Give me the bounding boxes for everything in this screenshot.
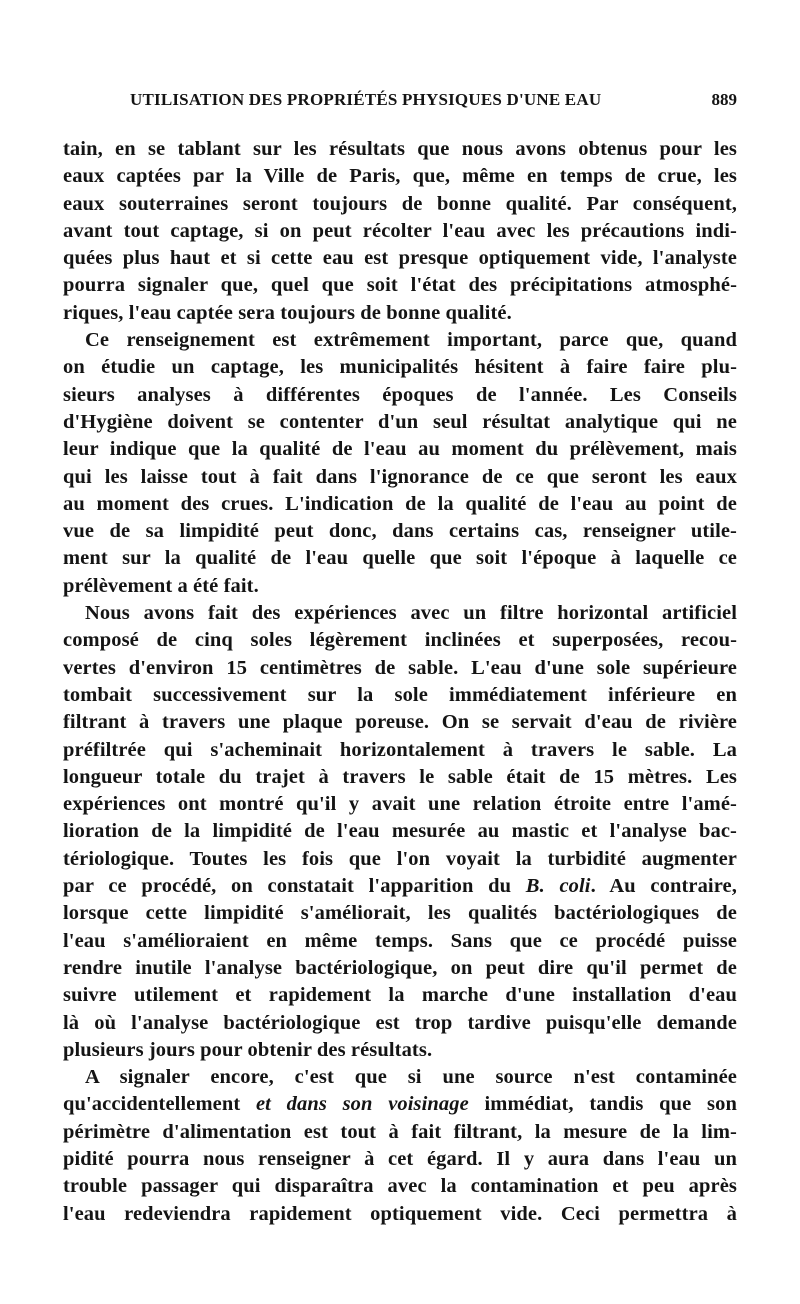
text-line: tériologique. Toutes les fois que l'on voyait la turbidité augmenter: [63, 847, 737, 870]
text-line: au moment des crues. L'indication de la qualité de l'eau au point de: [63, 492, 737, 515]
paragraph-first-line: Nous avons fait des expériences avec un filtre horizontal artificiel: [85, 602, 737, 625]
text-line: eaux souterraines seront toujours de bonne qualité. Par conséquent,: [63, 192, 737, 215]
text-line: périmètre d'alimentation est tout à fait filtrant, la mesure de la lim-: [63, 1120, 737, 1143]
text-line: ment sur la qualité de l'eau quelle que soit l'époque à laquelle ce: [63, 547, 737, 570]
text-line: on étudie un captage, les municipalités hésitent à faire faire plu-: [63, 356, 737, 379]
paragraph-first-line: A signaler encore, c'est que si une source n'est contaminée: [85, 1066, 737, 1089]
text-line: qui les laisse tout à fait dans l'ignorance de ce que seront les eaux: [63, 465, 737, 488]
page-header: [63, 88, 737, 118]
text-line: expériences ont montré qu'il y avait une relation étroite entre l'amé-: [63, 793, 737, 816]
page-number: 889: [711, 90, 737, 109]
text-line: d'Hygiène doivent se contenter d'un seul résultat analytique qui ne: [63, 410, 737, 433]
text-line: prélèvement a été fait.: [63, 574, 259, 597]
text-line: préfiltrée qui s'acheminait horizontalement à travers le sable. La: [63, 738, 737, 761]
text-line: là où l'analyse bactériologique est trop tardive puisqu'elle demande: [63, 1011, 737, 1034]
text-line: eaux captées par la Ville de Paris, que, même en temps de crue, les: [63, 165, 737, 188]
text-line-with-italic: [63, 1091, 737, 1118]
paragraph-first-line: Ce renseignement est extrêmement important, parce que, quand: [85, 329, 737, 352]
text-segment: immédiat, tandis que son: [468, 1093, 737, 1116]
text-segment: par ce procédé, on constatait l'apparition du: [63, 875, 526, 898]
italic-phrase: et dans son voisinage: [255, 1093, 469, 1116]
text-segment: . Au contraire,: [590, 875, 737, 898]
text-line: rendre inutile l'analyse bactériologique, on peut dire qu'il permet de: [63, 956, 737, 979]
text-line: l'eau redeviendra rapidement optiquement vide. Ceci permettra à: [63, 1202, 737, 1225]
text-line: quées plus haut et si cette eau est presque optiquement vide, l'analyste: [63, 247, 737, 270]
text-segment: qu'accidentellement: [63, 1093, 256, 1116]
text-line: pidité pourra nous renseigner à cet égard. Il y aura dans l'eau un: [63, 1147, 737, 1170]
text-line: tain, en se tablant sur les résultats que nous avons obtenus pour les: [63, 138, 737, 160]
text-line-with-italic: [63, 873, 737, 900]
text-line: composé de cinq soles légèrement inclinées et superposées, recou-: [63, 629, 737, 652]
text-line: lioration de la limpidité de l'eau mesurée au mastic et l'analyse bac-: [63, 820, 737, 843]
italic-term: B. coli: [525, 875, 591, 898]
body-text: [63, 136, 737, 1228]
text-line: lorsque cette limpidité s'améliorait, les qualités bactériologiques de: [63, 902, 737, 925]
text-line: plusieurs jours pour obtenir des résultats.: [63, 1038, 433, 1061]
text-line: vue de sa limpidité peut donc, dans certains cas, renseigner utile-: [63, 520, 737, 543]
text-line: vertes d'environ 15 centimètres de sable. L'eau d'une sole supérieure: [63, 656, 737, 679]
text-line: l'eau s'amélioraient en même temps. Sans que ce procédé puisse: [63, 929, 737, 952]
text-line: trouble passager qui disparaîtra avec la contamination et peu après: [63, 1175, 737, 1198]
text-line: suivre utilement et rapidement la marche d'une installation d'eau: [63, 984, 737, 1007]
running-title: UTILISATION DES PROPRIÉTÉS PHYSIQUES D'UNE EAU: [130, 90, 602, 109]
text-line: riques, l'eau captée sera toujours de bonne qualité.: [63, 301, 512, 324]
text-line: tombait successivement sur la sole immédiatement inférieure en: [63, 683, 737, 706]
text-line: avant tout captage, si on peut récolter l'eau avec les précautions indi-: [63, 219, 737, 242]
text-line: filtrant à travers une plaque poreuse. On se servait d'eau de rivière: [63, 711, 737, 734]
text-line: pourra signaler que, quel que soit l'état des précipitations atmosphé-: [63, 274, 737, 297]
text-line: sieurs analyses à différentes époques de l'année. Les Conseils: [63, 383, 737, 406]
text-line: leur indique que la qualité de l'eau au moment du prélèvement, mais: [63, 438, 737, 461]
text-line: longueur totale du trajet à travers le sable était de 15 mètres. Les: [63, 765, 737, 788]
